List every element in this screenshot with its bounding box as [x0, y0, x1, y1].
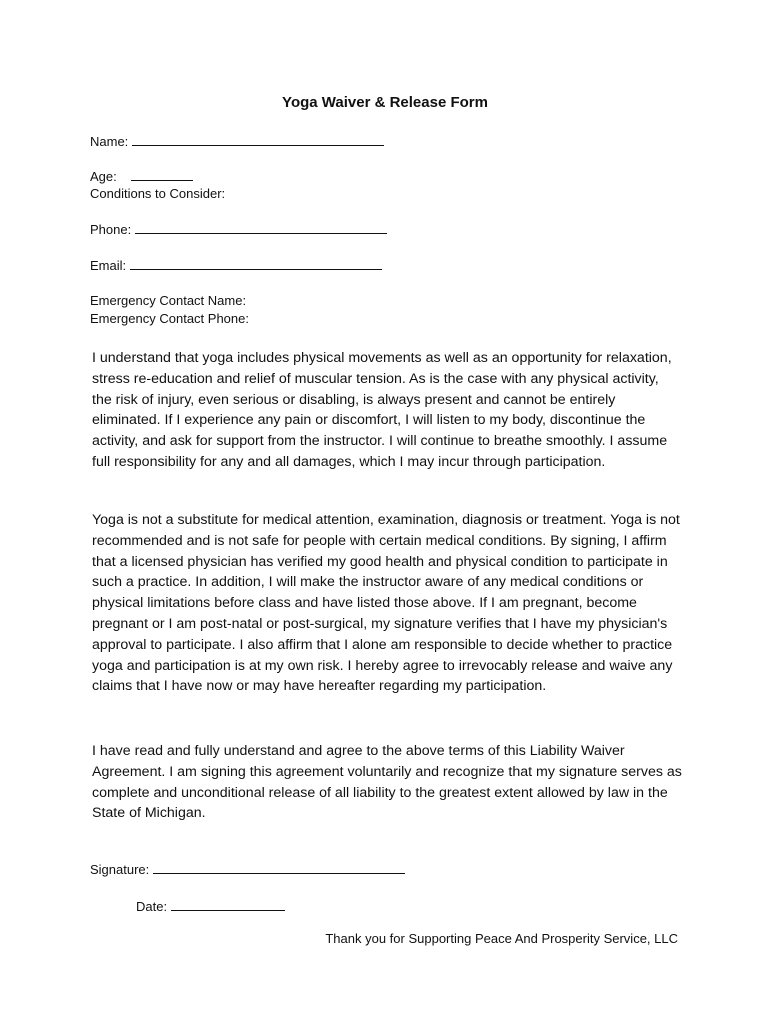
signature-blank-line[interactable]	[153, 861, 405, 874]
signature-field[interactable]	[90, 861, 405, 877]
waiver-paragraph-medical: Yoga is not a substitute for medical attention, examination, diagnosis or treatment. Yoga is not recommended and is not safe for people with certain medical conditions. By signing, I affirm that a licensed physician has verified my good health and physical condition to participate in such a practice. In addition, I will make the instructor aware of any medical conditions or physical limitations before class and have listed those above. If I am pregnant, become pregnant or I am post-natal or post-surgical, my signature verifies that I have my physician's approval to participate. I also affirm that I alone am responsible to decide whether to practice yoga and participation is at my own risk. I hereby agree to irrevocably release and waive any claims that I have now or may have hereafter regarding my participation.	[92, 512, 680, 695]
form-title: Yoga Waiver & Release Form	[282, 94, 488, 111]
email-field[interactable]	[90, 257, 382, 273]
email-blank-line[interactable]	[130, 257, 382, 270]
date-blank-line[interactable]	[171, 898, 285, 911]
name-label: Name:	[90, 134, 129, 149]
date-label: Date:	[136, 899, 168, 914]
thank-you-note: Thank you for Supporting Peace And Prosperity Service, LLC	[325, 931, 678, 946]
emergency-contact-phone-field[interactable]	[90, 311, 249, 326]
name-field[interactable]	[90, 133, 384, 149]
phone-field[interactable]	[90, 221, 387, 237]
age-label: Age:	[90, 169, 117, 184]
name-blank-line[interactable]	[132, 133, 384, 146]
waiver-paragraph-risk: I understand that yoga includes physical movements as well as an opportunity for relaxation, stress re-education and relief of muscular tension. As is the case with any physical activity, the risk of injury, even serious or disabling, is always present and cannot be entirely eliminated. If I experience any pain or discomfort, I will listen to my body, discontinue the activity, and ask for support from the instructor. I will continue to breathe smoothly. I assume full responsibility for any and all damages, which I may incur through participation.	[92, 350, 672, 470]
phone-label: Phone:	[90, 222, 132, 237]
date-field[interactable]	[136, 898, 285, 914]
signature-label: Signature:	[90, 862, 150, 877]
age-blank-line[interactable]	[131, 168, 193, 181]
age-field[interactable]	[90, 168, 193, 184]
conditions-label: Conditions to Consider:	[90, 186, 226, 201]
waiver-paragraph-agreement: I have read and fully understand and agree to the above terms of this Liability Waiver Agreement. I am signing this agreement voluntarily and recognize that my signature serves as complete and unconditional release of all liability to the greatest extent allowed by law in the State of Michigan.	[92, 743, 682, 822]
emergency-contact-phone-label: Emergency Contact Phone:	[90, 311, 249, 326]
emergency-contact-name-label: Emergency Contact Name:	[90, 293, 247, 308]
conditions-field[interactable]	[90, 186, 225, 201]
email-label: Email:	[90, 258, 127, 273]
phone-blank-line[interactable]	[135, 221, 387, 234]
emergency-contact-name-field[interactable]	[90, 293, 246, 308]
